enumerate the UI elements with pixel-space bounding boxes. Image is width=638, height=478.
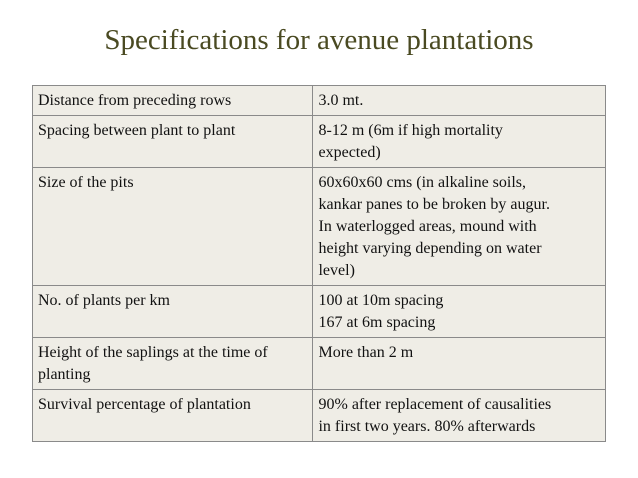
table-row [33, 286, 606, 338]
parameter-cell: Distance from preceding rows [33, 86, 313, 116]
value-cell: More than 2 m [313, 338, 606, 390]
parameter-cell: Size of the pits [33, 168, 313, 286]
table-row [33, 338, 606, 390]
parameter-cell: Survival percentage of plantation [33, 390, 313, 442]
table-row [33, 116, 606, 168]
parameter-cell: Spacing between plant to plant [33, 116, 313, 168]
parameter-cell: Height of the saplings at the time of planting [33, 338, 313, 390]
specifications-table [32, 85, 606, 442]
table-row [33, 390, 606, 442]
table-row [33, 168, 606, 286]
value-cell: 60x60x60 cms (in alkaline soils, kankar panes to be broken by augur. In waterlogged areas, mound with height varying depending on water level) [313, 168, 606, 286]
value-cell: 8-12 m (6m if high mortality expected) [313, 116, 606, 168]
value-cell: 3.0 mt. [313, 86, 606, 116]
table-row [33, 86, 606, 116]
parameter-cell: No. of plants per km [33, 286, 313, 338]
value-cell: 100 at 10m spacing 167 at 6m spacing [313, 286, 606, 338]
slide-title: Specifications for avenue plantations [104, 24, 534, 56]
value-cell: 90% after replacement of causalities in first two years. 80% afterwards [313, 390, 606, 442]
